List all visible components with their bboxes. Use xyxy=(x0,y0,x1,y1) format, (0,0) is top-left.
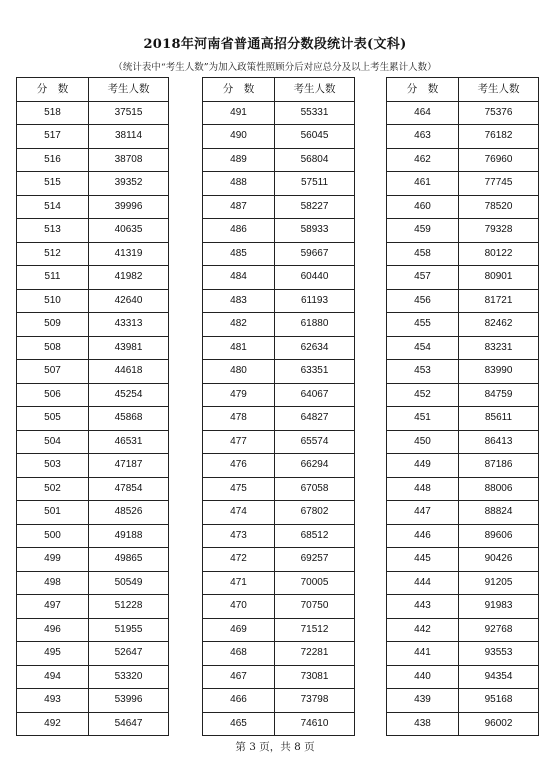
table-row xyxy=(17,172,169,196)
score-cell: 504 xyxy=(17,430,89,454)
table-row xyxy=(203,689,355,713)
count-cell: 83231 xyxy=(459,336,539,360)
table-row xyxy=(203,172,355,196)
count-cell: 91983 xyxy=(459,595,539,619)
score-cell: 507 xyxy=(17,360,89,384)
count-cell: 50549 xyxy=(89,571,169,595)
count-cell: 60440 xyxy=(275,266,355,290)
table-row xyxy=(203,242,355,266)
score-cell: 454 xyxy=(387,336,459,360)
score-cell: 478 xyxy=(203,407,275,431)
table-row xyxy=(387,360,539,384)
count-cell: 90426 xyxy=(459,548,539,572)
table-row xyxy=(203,665,355,689)
score-cell: 485 xyxy=(203,242,275,266)
count-cell: 77745 xyxy=(459,172,539,196)
count-cell: 89606 xyxy=(459,524,539,548)
score-cell: 495 xyxy=(17,642,89,666)
score-cell: 506 xyxy=(17,383,89,407)
score-cell: 455 xyxy=(387,313,459,337)
count-cell: 81721 xyxy=(459,289,539,313)
score-cell: 517 xyxy=(17,125,89,149)
table-row xyxy=(203,642,355,666)
table-body xyxy=(387,101,539,736)
score-cell: 515 xyxy=(17,172,89,196)
score-cell: 516 xyxy=(17,148,89,172)
table-row xyxy=(387,618,539,642)
table-row xyxy=(203,407,355,431)
table-row xyxy=(17,289,169,313)
count-cell: 46531 xyxy=(89,430,169,454)
table-row xyxy=(17,313,169,337)
table-row xyxy=(17,595,169,619)
table-row xyxy=(203,524,355,548)
page-footer: 第 3 页，共 8 页 xyxy=(235,741,315,753)
count-cell: 72281 xyxy=(275,642,355,666)
score-cell: 461 xyxy=(387,172,459,196)
count-cell: 58227 xyxy=(275,195,355,219)
table-row xyxy=(203,712,355,736)
count-cell: 79328 xyxy=(459,219,539,243)
score-cell: 489 xyxy=(203,148,275,172)
count-cell: 61193 xyxy=(275,289,355,313)
count-cell: 41319 xyxy=(89,242,169,266)
table-row xyxy=(387,195,539,219)
table-row xyxy=(17,219,169,243)
table-row xyxy=(203,571,355,595)
score-cell: 488 xyxy=(203,172,275,196)
score-cell: 446 xyxy=(387,524,459,548)
count-cell: 76182 xyxy=(459,125,539,149)
count-cell: 56045 xyxy=(275,125,355,149)
score-cell: 474 xyxy=(203,501,275,525)
count-cell: 59667 xyxy=(275,242,355,266)
count-cell: 41982 xyxy=(89,266,169,290)
score-cell: 450 xyxy=(387,430,459,454)
score-cell: 499 xyxy=(17,548,89,572)
count-cell: 70750 xyxy=(275,595,355,619)
score-cell: 500 xyxy=(17,524,89,548)
score-cell: 453 xyxy=(387,360,459,384)
count-cell: 64067 xyxy=(275,383,355,407)
score-cell: 512 xyxy=(17,242,89,266)
table-header-row xyxy=(203,78,355,102)
table-row xyxy=(387,313,539,337)
score-table-2 xyxy=(202,77,355,736)
count-cell: 43981 xyxy=(89,336,169,360)
score-cell: 460 xyxy=(387,195,459,219)
score-cell: 480 xyxy=(203,360,275,384)
count-cell: 87186 xyxy=(459,454,539,478)
table-header-row xyxy=(387,78,539,102)
score-cell: 502 xyxy=(17,477,89,501)
score-cell: 518 xyxy=(17,101,89,125)
score-cell: 498 xyxy=(17,571,89,595)
table-row xyxy=(203,360,355,384)
table-row xyxy=(17,477,169,501)
count-cell: 80122 xyxy=(459,242,539,266)
table-row xyxy=(17,571,169,595)
count-column-header: 考生人数 xyxy=(275,78,355,102)
count-cell: 71512 xyxy=(275,618,355,642)
count-cell: 61880 xyxy=(275,313,355,337)
count-cell: 84759 xyxy=(459,383,539,407)
count-cell: 38708 xyxy=(89,148,169,172)
count-cell: 73081 xyxy=(275,665,355,689)
count-cell: 51955 xyxy=(89,618,169,642)
count-cell: 66294 xyxy=(275,454,355,478)
score-cell: 505 xyxy=(17,407,89,431)
score-cell: 493 xyxy=(17,689,89,713)
table-row xyxy=(17,548,169,572)
score-cell: 463 xyxy=(387,125,459,149)
table-row xyxy=(17,383,169,407)
count-cell: 67058 xyxy=(275,477,355,501)
table-body xyxy=(203,101,355,736)
page-subtitle: （统计表中“考生人数”为加入政策性照顾分后对应总分及以上考生累计人数） xyxy=(113,62,437,73)
table-row xyxy=(17,454,169,478)
table-row xyxy=(387,242,539,266)
table-row xyxy=(387,148,539,172)
count-cell: 58933 xyxy=(275,219,355,243)
table-row xyxy=(17,360,169,384)
table-row xyxy=(387,172,539,196)
score-cell: 457 xyxy=(387,266,459,290)
score-cell: 472 xyxy=(203,548,275,572)
count-cell: 75376 xyxy=(459,101,539,125)
score-cell: 440 xyxy=(387,665,459,689)
score-cell: 458 xyxy=(387,242,459,266)
count-cell: 68512 xyxy=(275,524,355,548)
table-row xyxy=(17,665,169,689)
table-row xyxy=(387,595,539,619)
score-table-1 xyxy=(16,77,169,736)
score-cell: 509 xyxy=(17,313,89,337)
count-cell: 83990 xyxy=(459,360,539,384)
score-cell: 456 xyxy=(387,289,459,313)
score-table-3 xyxy=(386,77,539,736)
table-row xyxy=(203,430,355,454)
score-cell: 447 xyxy=(387,501,459,525)
count-cell: 55331 xyxy=(275,101,355,125)
score-cell: 486 xyxy=(203,219,275,243)
count-column-header: 考生人数 xyxy=(89,78,169,102)
score-cell: 448 xyxy=(387,477,459,501)
count-cell: 69257 xyxy=(275,548,355,572)
count-cell: 52647 xyxy=(89,642,169,666)
count-cell: 54647 xyxy=(89,712,169,736)
count-cell: 49188 xyxy=(89,524,169,548)
score-cell: 452 xyxy=(387,383,459,407)
count-cell: 85611 xyxy=(459,407,539,431)
table-row xyxy=(203,336,355,360)
count-cell: 92768 xyxy=(459,618,539,642)
score-cell: 510 xyxy=(17,289,89,313)
score-column-header: 分 数 xyxy=(387,78,459,102)
table-row xyxy=(17,336,169,360)
count-cell: 53996 xyxy=(89,689,169,713)
score-cell: 468 xyxy=(203,642,275,666)
score-cell: 471 xyxy=(203,571,275,595)
score-cell: 442 xyxy=(387,618,459,642)
score-cell: 481 xyxy=(203,336,275,360)
table-row xyxy=(387,101,539,125)
score-cell: 439 xyxy=(387,689,459,713)
count-cell: 88824 xyxy=(459,501,539,525)
count-cell: 47187 xyxy=(89,454,169,478)
table-row xyxy=(203,383,355,407)
score-cell: 496 xyxy=(17,618,89,642)
score-cell: 497 xyxy=(17,595,89,619)
score-cell: 475 xyxy=(203,477,275,501)
table-row xyxy=(387,266,539,290)
count-cell: 57511 xyxy=(275,172,355,196)
score-cell: 445 xyxy=(387,548,459,572)
table-row xyxy=(17,430,169,454)
count-cell: 51228 xyxy=(89,595,169,619)
count-cell: 88006 xyxy=(459,477,539,501)
count-cell: 44618 xyxy=(89,360,169,384)
count-cell: 56804 xyxy=(275,148,355,172)
table-row xyxy=(387,712,539,736)
count-cell: 95168 xyxy=(459,689,539,713)
score-cell: 451 xyxy=(387,407,459,431)
count-cell: 53320 xyxy=(89,665,169,689)
count-cell: 78520 xyxy=(459,195,539,219)
table-row xyxy=(387,524,539,548)
table-row xyxy=(387,689,539,713)
score-cell: 467 xyxy=(203,665,275,689)
score-cell: 449 xyxy=(387,454,459,478)
count-cell: 45254 xyxy=(89,383,169,407)
score-cell: 484 xyxy=(203,266,275,290)
table-row xyxy=(387,454,539,478)
score-cell: 492 xyxy=(17,712,89,736)
count-cell: 48526 xyxy=(89,501,169,525)
score-cell: 470 xyxy=(203,595,275,619)
count-cell: 38114 xyxy=(89,125,169,149)
score-column-header: 分 数 xyxy=(203,78,275,102)
score-cell: 473 xyxy=(203,524,275,548)
table-row xyxy=(17,501,169,525)
score-cell: 465 xyxy=(203,712,275,736)
score-cell: 459 xyxy=(387,219,459,243)
table-row xyxy=(387,548,539,572)
table-row xyxy=(203,477,355,501)
table-header-row xyxy=(17,78,169,102)
score-cell: 483 xyxy=(203,289,275,313)
table-row xyxy=(17,148,169,172)
table-row xyxy=(203,595,355,619)
count-cell: 74610 xyxy=(275,712,355,736)
table-row xyxy=(17,712,169,736)
score-cell: 494 xyxy=(17,665,89,689)
table-row xyxy=(17,195,169,219)
table-row xyxy=(387,407,539,431)
count-cell: 47854 xyxy=(89,477,169,501)
table-row xyxy=(203,125,355,149)
count-cell: 67802 xyxy=(275,501,355,525)
table-row xyxy=(387,289,539,313)
score-cell: 466 xyxy=(203,689,275,713)
score-cell: 511 xyxy=(17,266,89,290)
score-cell: 477 xyxy=(203,430,275,454)
score-column-header: 分 数 xyxy=(17,78,89,102)
count-cell: 49865 xyxy=(89,548,169,572)
score-cell: 490 xyxy=(203,125,275,149)
score-cell: 513 xyxy=(17,219,89,243)
score-cell: 491 xyxy=(203,101,275,125)
score-cell: 441 xyxy=(387,642,459,666)
count-cell: 93553 xyxy=(459,642,539,666)
score-cell: 438 xyxy=(387,712,459,736)
table-row xyxy=(203,219,355,243)
table-row xyxy=(203,313,355,337)
score-cell: 462 xyxy=(387,148,459,172)
score-cell: 487 xyxy=(203,195,275,219)
count-cell: 91205 xyxy=(459,571,539,595)
count-cell: 86413 xyxy=(459,430,539,454)
table-row xyxy=(203,289,355,313)
count-cell: 45868 xyxy=(89,407,169,431)
count-cell: 39352 xyxy=(89,172,169,196)
count-cell: 43313 xyxy=(89,313,169,337)
count-cell: 96002 xyxy=(459,712,539,736)
score-cell: 469 xyxy=(203,618,275,642)
count-cell: 94354 xyxy=(459,665,539,689)
count-cell: 62634 xyxy=(275,336,355,360)
count-cell: 39996 xyxy=(89,195,169,219)
score-cell: 503 xyxy=(17,454,89,478)
table-body xyxy=(17,101,169,736)
table-row xyxy=(387,571,539,595)
score-cell: 444 xyxy=(387,571,459,595)
table-row xyxy=(203,548,355,572)
count-cell: 80901 xyxy=(459,266,539,290)
count-cell: 73798 xyxy=(275,689,355,713)
score-cell: 443 xyxy=(387,595,459,619)
table-row xyxy=(387,125,539,149)
score-cell: 514 xyxy=(17,195,89,219)
count-cell: 65574 xyxy=(275,430,355,454)
table-row xyxy=(387,477,539,501)
score-cell: 464 xyxy=(387,101,459,125)
table-row xyxy=(17,524,169,548)
count-cell: 82462 xyxy=(459,313,539,337)
table-row xyxy=(203,195,355,219)
count-cell: 63351 xyxy=(275,360,355,384)
score-cell: 479 xyxy=(203,383,275,407)
score-cell: 501 xyxy=(17,501,89,525)
table-row xyxy=(387,642,539,666)
table-row xyxy=(387,430,539,454)
table-row xyxy=(387,383,539,407)
table-row xyxy=(17,242,169,266)
table-row xyxy=(17,407,169,431)
count-cell: 42640 xyxy=(89,289,169,313)
count-cell: 64827 xyxy=(275,407,355,431)
table-row xyxy=(203,101,355,125)
table-row xyxy=(17,618,169,642)
table-row xyxy=(387,665,539,689)
table-row xyxy=(203,618,355,642)
table-row xyxy=(17,125,169,149)
table-row xyxy=(387,219,539,243)
table-row xyxy=(17,266,169,290)
count-cell: 37515 xyxy=(89,101,169,125)
count-cell: 40635 xyxy=(89,219,169,243)
table-row xyxy=(203,454,355,478)
table-row xyxy=(203,148,355,172)
table-row xyxy=(387,501,539,525)
table-row xyxy=(17,642,169,666)
count-cell: 70005 xyxy=(275,571,355,595)
count-column-header: 考生人数 xyxy=(459,78,539,102)
table-row xyxy=(17,689,169,713)
table-row xyxy=(17,101,169,125)
score-cell: 508 xyxy=(17,336,89,360)
score-cell: 482 xyxy=(203,313,275,337)
page-title: 2018年河南省普通高招分数段统计表(文科) xyxy=(143,37,407,52)
count-cell: 76960 xyxy=(459,148,539,172)
table-row xyxy=(387,336,539,360)
table-row xyxy=(203,266,355,290)
score-cell: 476 xyxy=(203,454,275,478)
table-row xyxy=(203,501,355,525)
